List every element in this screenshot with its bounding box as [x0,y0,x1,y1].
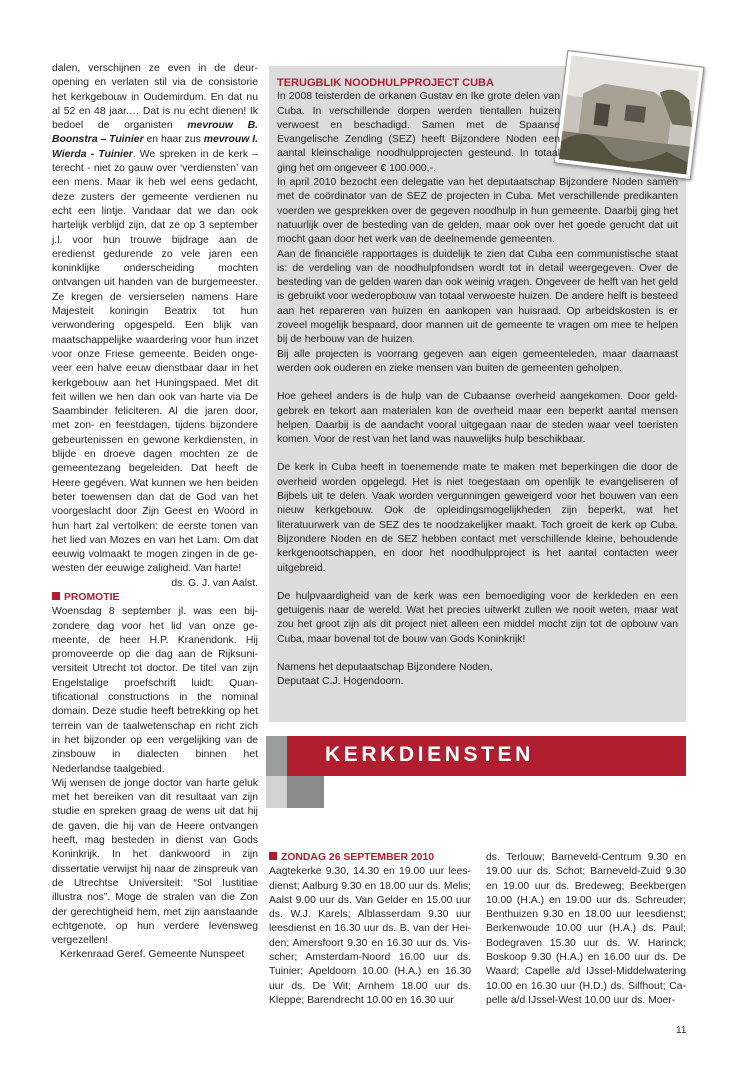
article-paragraph: Hoe geheel anders is de hulp van de Cubaanse overheid aangekomen. Door geldgebrek en tekort aan materialen kon de overheid maar een beperkt aantal mensen helpen. Daarbij is de aandacht vooral uitgegaan naar de steden waar veel toeristen komen. Voor de rest van het land was nauwelijks hulp beschikbaar. [277,391,678,446]
services-column-2 [486,851,686,1008]
article-body: dalen, verschijnen ze even in de deuropening en verlaten stil via de consistorie het kerkgebouw in Oudemirdum. En dat nu al 52 en 48 jaar.… Dat is nu echt dienen! Ik bedoel de organisten mevrouw B. Boonstra – Tuinier en haar zus mevrouw I. Wierda - Tuinier. We spreken in de kerk – terecht - niet zo gauw over ‘verdiensten’ van een mens. Maar ik heb wel eens gedacht, deze zusters der gemeente verdienen nu echt een lintje. Vandaar dat we dan ook hartelijk verblijd zijn, dat ze op 3 september j.l. voor hun trouwe bijdrage aan de eredienst gedurende zo vele jaren een koninklijke onderscheiding mochten ontvangen uit handen van de burgemeester. Ze kregen de versierselen namens Hare Majesteit koningin Beatrix tot hun verwondering opgespeld. Een blijk van maatschappelijke waardering voor hun inzet voor onze Friese gemeente. Beiden ongeveer een halve eeuw dienstbaar daar in het kerkgebouw aan het Huningspaed. Met dit feit willen we hen dan ook van harte via De Saambinder feliciteren. Al die jaren door, met zon- en feestdagen, tijdens bijzondere gebeurtenissen en gewone kerkdiensten, in blijde en droeve dagen mochten ze de gemeentezang begeleiden. Dat heeft de Heere gegéven. Wat kunnen we hen beiden beter toewensen dan dat de God van het voorgeslacht door Zijn Geest en Woord in hun hart zal vertolken: de eerste tonen van het lied van Mozes en van het Lam. Om dat eeuwig volmaakt te mogen zingen in de gewesten der eeuwige zaligheid. Van harte! [52,63,259,575]
article-paragraph: In april 2010 bezocht een delegatie van het deputaatschap Bijzondere Noden samen met de coördinator van de SEZ de projecten in Cuba. Met verschillende predikanten voerden we gesprekken over de gegeven noodhulp in hun gemeente. Daarbij ging het natuurlijk over de besteding van de gelden, maar ook over het goede gerucht dat uit mocht gaan door het werk van de deelnemende gemeenten. [277,177,678,246]
page-number: 11 [676,1025,687,1036]
article-paragraph: In 2008 teisterden de orkanen Gustav en Ike grote delen van Cuba. In verschillende dorpen werden tientallen huizen verwoest en beschadigd. Samen met de Spaanse Evangelische Zending (SEZ) heeft Bijzondere Noden een aantal kleinschalige noodhulpprojecten gesteund. In totaal ging het om ongeveer € 100.000,-. [277,91,560,174]
article-paragraph: De hulpvaardigheid van de kerk was een bemoediging voor de kerkleden en een getuigenis naar de wereld. Wat het precies uitwerkt zullen we nooit weten, maar wat zou het groot zijn als dit project niet alleen een middel mocht zijn tot de opbouw van Cuba, maar bovenal tot de bouw van Gods Koninkrijk! [277,590,678,645]
services-date-heading: ZONDAG 26 SEPTEMBER 2010 [269,851,471,865]
article-paragraph: De kerk in Cuba heeft in toenemende mate te maken met beperkingen die door de overheid worden opgelegd. Het is niet toegestaan om openlijk te evangeliseren of Bijbels uit te delen. Vaak worden vergunningen geweigerd voor het bouwen van een nieuw kerkgebouw. Ook de opleidingsmogelijkheden zijn beperkt, wat het literatuurwerk van de SEZ des te noodzakelijker maakt. Toch groeit de kerk op Cuba. Bijzondere Noden en de SEZ hebben contact met verschillende kleine, behoudende kerkgenootschappen, en door het noodhulpproject is het aantal contacten weer uitgebreid. [277,462,678,574]
decor-square [266,776,287,808]
article-paragraph: Bij alle projecten is voorrang gegeven aan eigen gemeenteleden, maar daarnaast werden ook ouderen en zieke mensen van buiten de gemeenten geholpen. [277,348,678,374]
promotie-heading: PROMOTIE [52,591,258,605]
organist-name-2: mevrouw I. Wierda - Tuinier [52,134,259,160]
services-list: Aagtekerke 9.30, 14.30 en 19.00 uur leesdienst; Aalburg 9.30 en 18.00 uur ds. Melis; Aalst 9.00 uur ds. Van Gelder en 15.00 uur ds. W.J. Karels; Alblasserdam 9.30 uur leesdienst en 16.30 uur ds. B. van der Heiden; Amersfoort 9.30 en 16.30 uur ds. Visscher; Amsterdam-Noord 16.00 uur ds. Tuinier; Apeldoorn 10.00 (H.A.) en 16.30 uur ds. De Wit; Arnhem 18.00 uur ds. Kleppe; Barendrecht 10.00 en 16.30 uur [269,866,471,1006]
services-list: ds. Terlouw; Barneveld-Centrum 9.30 en 19.00 uur ds. Schot; Barneveld-Zuid 9.30 en 19.00 uur ds. Bredeweg; Beekbergen 10.00 (H.A.) en 19.00 uur ds. Schreuder; Benthuizen 9.30 en 18.00 uur leesdienst; Berkenwoude 10.00 uur (H.A.) ds. Paul; Bodegraven 15.30 uur ds. W. Harinck; Boskoop 9.30 (H.A.) en 16.00 uur ds. De Waard; Capelle a/d IJssel-Middelwatering 10.00 en 16.30 uur (H.D.) ds. Silfhout; Capelle a/d IJssel-West 10.00 uur ds. Moer- [486,852,686,1006]
organist-name-1: mevrouw B. Boonstra – Tuinier [52,120,258,146]
article-signature: ds. G. J. van Aalst. [171,577,258,589]
decor-square [266,736,287,776]
services-column-1 [269,851,471,1008]
decor-square [287,776,324,808]
square-bullet-icon [269,852,277,860]
section-title: KERKDIENSTEN [325,743,534,766]
article-title: TERUGBLIK NOODHULPPROJECT CUBA [277,77,494,89]
promotie-paragraph: Wij wensen de jonge doctor van harte geluk met het bereiken van dit resultaat van zijn studie en spreken graag de wens uit dat hij de gaven, die hij van de Heere ontvangen heeft, mag besteden in dienst van Gods Koninkrijk. In het dankwoord in zijn dissertatie verwijst hij naar de zinspreuk van de Utrechtse Universiteit: “Sol Iustitiae illustra nos”. Moge de stralen van die Zon der gerechtigheid hem, met zijn aanstaande echtgenote, op hun verdere levensweg vergezellen! [52,777,258,947]
cuba-article [277,76,678,690]
article-signature-line: Namens het deputaatschap Bijzondere Noden, [277,661,493,673]
article-signature-line: Deputaat C.J. Hogendoorn. [277,676,404,688]
promotie-signature: Kerkenraad Geref. Gemeente Nunspeet [60,949,245,961]
square-bullet-icon [52,592,60,600]
left-column [52,62,258,963]
promotie-paragraph: Woensdag 8 september jl. was een bijzondere dag voor het lid van onze gemeente, de heer H.P. Kranendonk. Hij promoveerde op die dag aan de Rijksuniversiteit Utrecht tot doctor. De titel van zijn Engelstalige proefschrift luidt: Quantificational constructions in the nominal domain. Deze studie heeft betrekking op het terrein van de taalwetenschap en richt zich in het bijzonder op een vergelijking van de zinsbouw in dialecten binnen het Nederlandse taalgebied. [52,606,258,775]
article-paragraph: Aan de financiële rapportages is duidelijk te zien dat Cuba een communistische staat is: de verdeling van de noodhulpfondsen wordt tot in detail weergegeven. Over de besteding van de gelden waren dan ook weinig vragen. Ongeveer de helft van het geld is gebruikt voor wederopbouw van totaal verwoeste huizen. De andere helft is besteed aan het repareren van huizen en aankopen van huisraad. Op arbeidskosten is er zoveel mogelijk bespaard, door mannen uit de gemeente te vragen om mee te helpen bij de herbouw van de huizen. [277,248,678,346]
